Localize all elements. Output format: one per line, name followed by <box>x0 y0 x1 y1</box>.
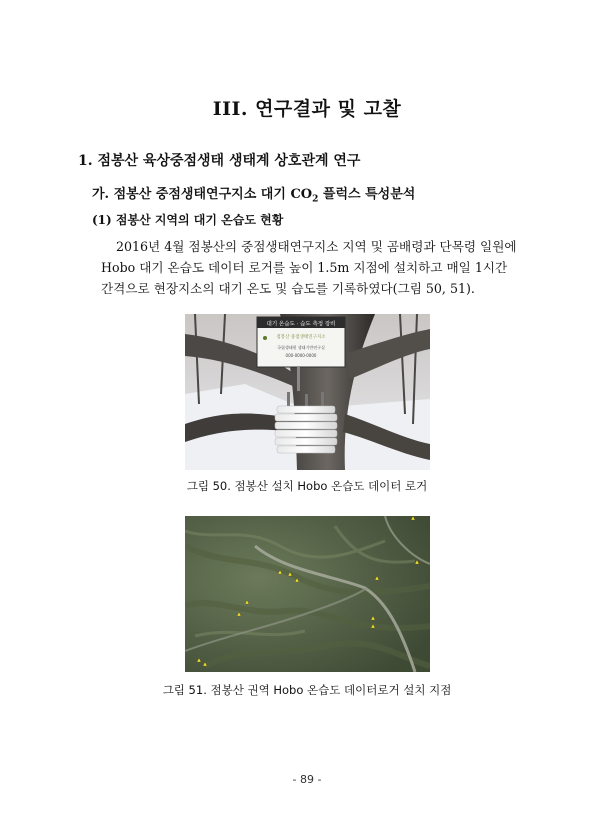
body-text-line-1: 2016년 4월 점봉산의 중점생태연구지소 지역 및 곰배령과 단목령 일원에 <box>116 239 517 254</box>
sign-line-1: 대기 온습도 · 습도 측정 장비 <box>266 321 336 328</box>
sign-line-3: 국립생태원 생태기반연구실 <box>277 345 325 350</box>
figure-51-caption: 그림 51. 점봉산 권역 Hobo 온습도 데이터로거 설치 지점 <box>162 683 452 697</box>
section-title: 1. 점봉산 육상중점생태 생태계 상호관계 연구 <box>78 153 361 169</box>
page-number: - 89 - <box>292 773 322 786</box>
body-text-line-2: Hobo 대기 온습도 데이터 로거를 높이 1.5m 지점에 설치하고 매일 1시간 <box>101 260 508 275</box>
figure-50-photo <box>185 314 430 470</box>
sign-line-4: 000-0000-0000 <box>285 353 317 358</box>
figure-50-caption: 그림 50. 점봉산 설치 Hobo 온습도 데이터 로거 <box>186 479 428 493</box>
sign-line-2: 점봉산 중점생태연구지소 <box>276 335 326 340</box>
satellite-map-illustration <box>185 516 430 672</box>
subsection-suffix: 플럭스 특성분석 <box>318 187 416 202</box>
subsection-title <box>92 183 415 205</box>
subsubsection-title: (1) 점봉산 지역의 대기 온습도 현황 <box>92 213 284 227</box>
chapter-title: III. 연구결과 및 고찰 <box>212 98 402 120</box>
subsection-subscript: 2 <box>312 194 319 205</box>
logger-photo-illustration <box>185 314 430 470</box>
figure-51-satellite-map <box>185 516 430 672</box>
body-text-line-3: 간격으로 현장지소의 대기 온도 및 습도를 기록하였다(그림 50, 51). <box>101 281 475 296</box>
subsection-prefix: 가. 점봉산 중점생태연구지소 대기 CO <box>92 187 313 202</box>
